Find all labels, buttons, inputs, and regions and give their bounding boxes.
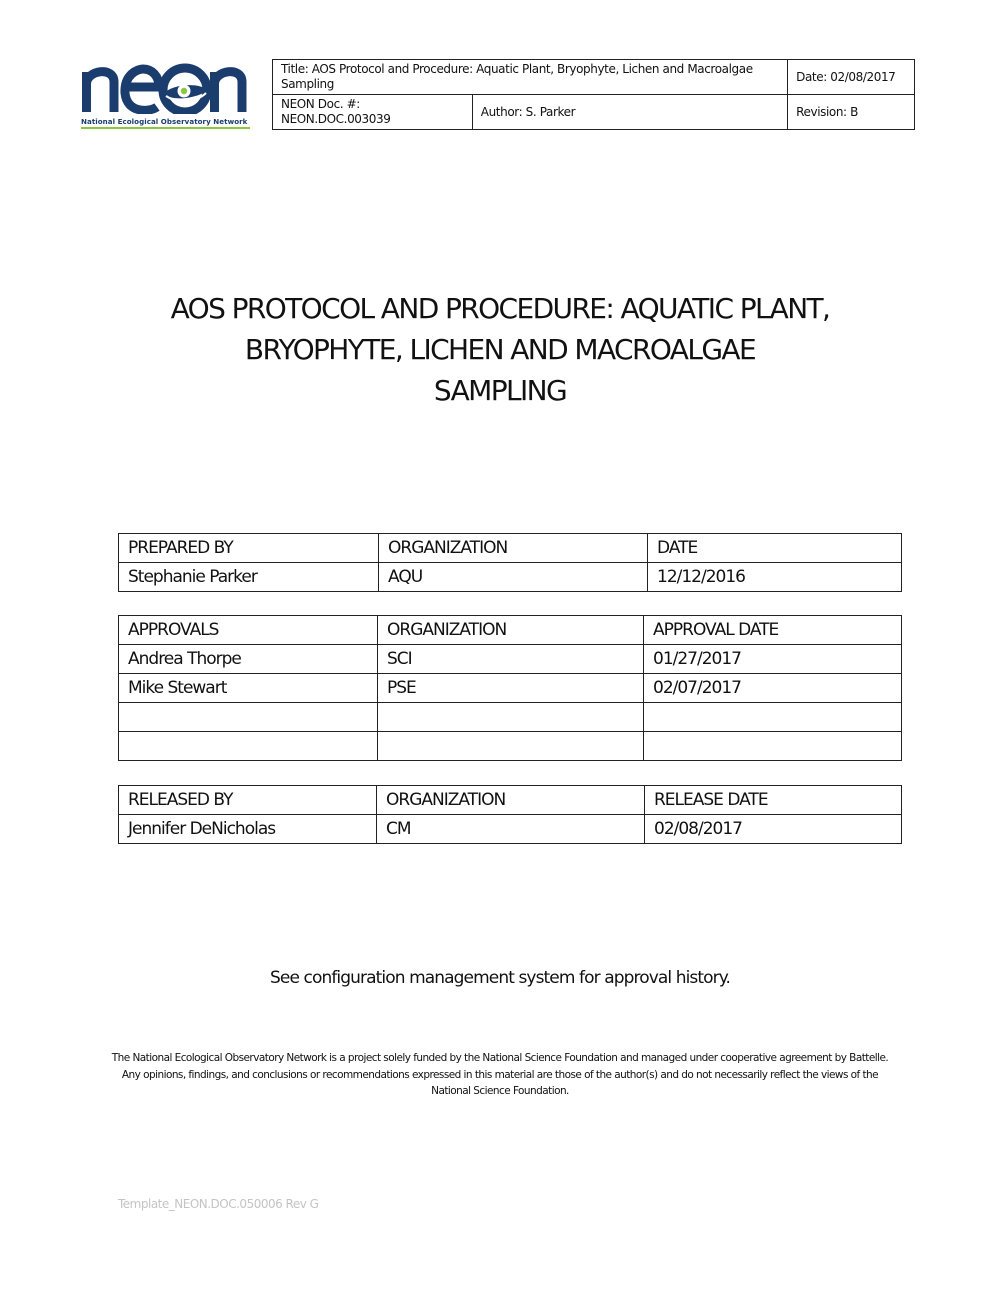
document-title-line-1: AOS PROTOCOL AND PROCEDURE: AQUATIC PLANT,	[170, 292, 830, 325]
header-cell: RELEASE DATE	[645, 786, 902, 815]
table-row	[119, 703, 902, 732]
approvals-table	[118, 615, 902, 761]
header-cell: APPROVAL DATE	[644, 616, 902, 645]
organization-cell: AQU	[379, 563, 648, 592]
document-title	[100, 288, 900, 411]
table-header-row	[119, 616, 902, 645]
organization-cell: PSE	[378, 674, 644, 703]
name-cell	[119, 703, 378, 732]
document-title-line-3: SAMPLING	[433, 374, 567, 407]
header-doc-number-cell: NEON Doc. #: NEON.DOC.003039	[273, 95, 473, 130]
funding-line-3: National Science Foundation.	[431, 1085, 569, 1097]
logo-green-rule	[81, 127, 250, 129]
name-cell: Mike Stewart	[119, 674, 378, 703]
date-cell: 02/07/2017	[644, 674, 902, 703]
table-row	[119, 815, 902, 844]
organization-cell: SCI	[378, 645, 644, 674]
neon-wordmark-icon	[80, 60, 252, 114]
logo-subtitle: National Ecological Observatory Network	[81, 117, 248, 126]
header-revision-cell: Revision: B	[788, 95, 915, 130]
table-row	[119, 732, 902, 761]
header-title-cell: Title: AOS Protocol and Procedure: Aquatic Plant, Bryophyte, Lichen and Macroalgae Sampling	[273, 60, 788, 95]
table-header-row	[119, 534, 902, 563]
header-cell: DATE	[648, 534, 902, 563]
table-header-row	[119, 786, 902, 815]
header-cell: ORGANIZATION	[377, 786, 645, 815]
funding-line-1: The National Ecological Observatory Network is a project solely funded by the National Science Foundation and managed under cooperative agreement by Battelle.	[111, 1052, 889, 1064]
name-cell: Stephanie Parker	[119, 563, 379, 592]
name-cell: Andrea Thorpe	[119, 645, 378, 674]
name-cell	[119, 732, 378, 761]
funding-line-2: Any opinions, findings, and conclusions or recommendations expressed in this material are those of the author(s) and do not necessarily reflect the views of the	[121, 1068, 879, 1081]
date-cell	[644, 732, 902, 761]
header-cell: PREPARED BY	[119, 534, 379, 563]
document-title-line-2: BRYOPHYTE, LICHEN AND MACROALGAE	[244, 333, 756, 366]
table-row	[119, 674, 902, 703]
header-cell: ORGANIZATION	[379, 534, 648, 563]
header-date-cell: Date: 02/08/2017	[788, 60, 915, 95]
date-cell: 12/12/2016	[648, 563, 902, 592]
table-row	[119, 645, 902, 674]
name-cell: Jennifer DeNicholas	[119, 815, 377, 844]
date-cell: 02/08/2017	[645, 815, 902, 844]
released-by-table	[118, 785, 902, 844]
neon-logo	[80, 60, 252, 132]
header-cell: RELEASED BY	[119, 786, 377, 815]
funding-statement	[110, 1050, 890, 1100]
table-row	[119, 563, 902, 592]
header-cell: APPROVALS	[119, 616, 378, 645]
date-cell	[644, 703, 902, 732]
organization-cell	[378, 732, 644, 761]
header-cell: ORGANIZATION	[378, 616, 644, 645]
template-id: Template_NEON.DOC.050006 Rev G	[118, 1197, 319, 1211]
header-author-cell: Author: S. Parker	[472, 95, 787, 130]
date-cell: 01/27/2017	[644, 645, 902, 674]
prepared-by-table	[118, 533, 902, 592]
organization-cell: CM	[377, 815, 645, 844]
config-management-note: See configuration management system for approval history.	[270, 968, 730, 988]
organization-cell	[378, 703, 644, 732]
document-header-table	[272, 59, 915, 130]
